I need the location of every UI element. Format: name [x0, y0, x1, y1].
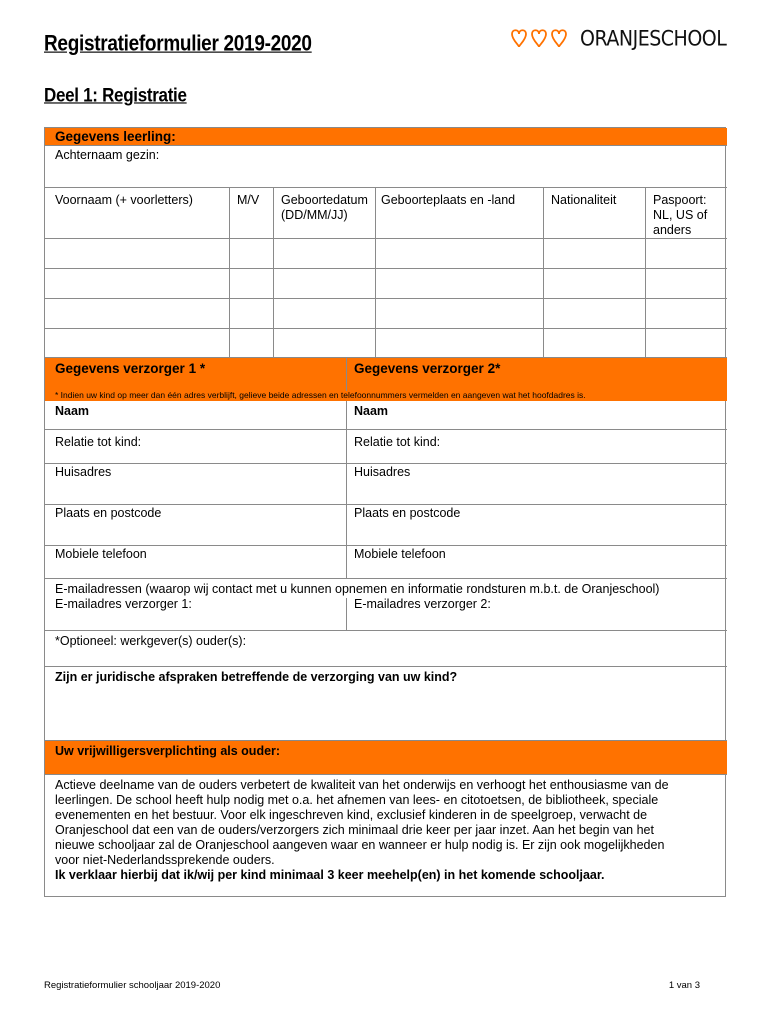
employer-label: *Optioneel: werkgever(s) ouder(s):	[55, 634, 247, 648]
guardian-2-city-label: Plaats en postcode	[354, 506, 461, 520]
col-nationality: Nationaliteit	[551, 193, 617, 207]
document-title: Registratieformulier 2019-2020	[44, 32, 312, 57]
volunteer-statement: Ik verklaar hierbij dat ik/wij per kind minimaal 3 keer meehelp(en) in het komende schooljaar.	[55, 868, 605, 882]
table-row[interactable]	[45, 328, 727, 358]
email-field[interactable]	[45, 578, 727, 630]
table-row[interactable]	[45, 268, 727, 298]
volunteer-text: Actieve deelname van de ouders verbetert de kwaliteit van het onderwijs en verhoogt het enthousiasme van de leerlingen. De school heeft hulp nodig met o.a. het afnemen van lees- en citotoetsen, de bibliotheek, speciale evenementen en het bestuur. Voor elk ingeschreven kind, exclusief kinderen in de speelgroep, verwacht de Oranjeschool dat een van de ouders/verzorgers zich minimaal drie keer per jaar inzet. Aan het begin van het nieuwe schooljaar zal de Oranjeschool aangeven waar en wanneer er hulp nodig is. Er zijn ook mogelijkheden voor niet-Nederlandssprekende ouders.	[55, 778, 669, 867]
guardian-1-name-label: Naam	[55, 404, 90, 418]
family-name-label: Achternaam gezin:	[55, 148, 160, 162]
student-table	[45, 187, 727, 357]
legal-question: Zijn er juridische afspraken betreffende de verzorging van uw kind?	[55, 670, 458, 684]
guardian-1-address-label: Huisadres	[55, 465, 112, 479]
student-heading-bar	[45, 128, 727, 145]
col-passport: Paspoort: NL, US of anders	[653, 193, 708, 237]
volunteer-heading-bar	[45, 740, 727, 774]
guardian-2-relation-label: Relatie tot kind:	[354, 435, 441, 449]
guardian-1-city-label: Plaats en postcode	[55, 506, 162, 520]
student-heading: Gegevens leerling:	[55, 129, 176, 144]
logo-text: ORANJESCHOOL	[580, 26, 727, 52]
registration-form	[44, 127, 726, 897]
legal-field[interactable]	[45, 666, 727, 740]
address-note-bar	[45, 391, 727, 401]
divider	[346, 358, 347, 392]
table-row[interactable]	[45, 238, 727, 268]
guardian-heading-bar	[45, 357, 727, 391]
family-name-field[interactable]	[45, 145, 727, 187]
email-guardian-1-label: E-mailadres verzorger 1:	[55, 597, 192, 611]
guardian-2-name-label: Naam	[354, 404, 389, 418]
email-guardian-2-label: E-mailadres verzorger 2:	[354, 597, 491, 611]
table-row[interactable]	[45, 298, 727, 328]
col-birthdate: Geboortedatum (DD/MM/JJ)	[281, 193, 368, 222]
email-intro: E-mailadressen (waarop wij contact met u kunnen opnemen en informatie rondsturen m.b.t. de Oranjeschool)	[55, 582, 660, 596]
address-note: * Indien uw kind op meer dan één adres verblijft, gelieve beide adressen en telefoonnummers vermelden en aangeven wat het hoofdadres is.	[55, 390, 586, 400]
three-hearts-icon	[508, 28, 572, 50]
guardian-fields	[45, 401, 727, 578]
col-gender: M/V	[237, 193, 260, 207]
col-birthplace: Geboorteplaats en -land	[381, 193, 516, 207]
guardian-2-mobile-label: Mobiele telefoon	[354, 547, 446, 561]
footer-document-name: Registratieformulier schooljaar 2019-2020	[44, 980, 221, 991]
guardian-1-heading: Gegevens verzorger 1 *	[55, 361, 206, 376]
volunteer-heading: Uw vrijwilligersverplichting als ouder:	[55, 744, 281, 758]
guardian-2-heading: Gegevens verzorger 2*	[354, 361, 501, 376]
section-title: Deel 1: Registratie	[44, 84, 187, 106]
guardian-2-address-label: Huisadres	[354, 465, 411, 479]
volunteer-body	[45, 774, 727, 896]
divider	[346, 598, 347, 631]
school-logo	[508, 26, 726, 52]
employer-field[interactable]	[45, 630, 727, 666]
page-number: 1 van 3	[668, 980, 700, 991]
guardian-1-mobile-label: Mobiele telefoon	[55, 547, 147, 561]
guardian-1-relation-label: Relatie tot kind:	[55, 435, 142, 449]
col-first-name: Voornaam (+ voorletters)	[55, 193, 193, 207]
